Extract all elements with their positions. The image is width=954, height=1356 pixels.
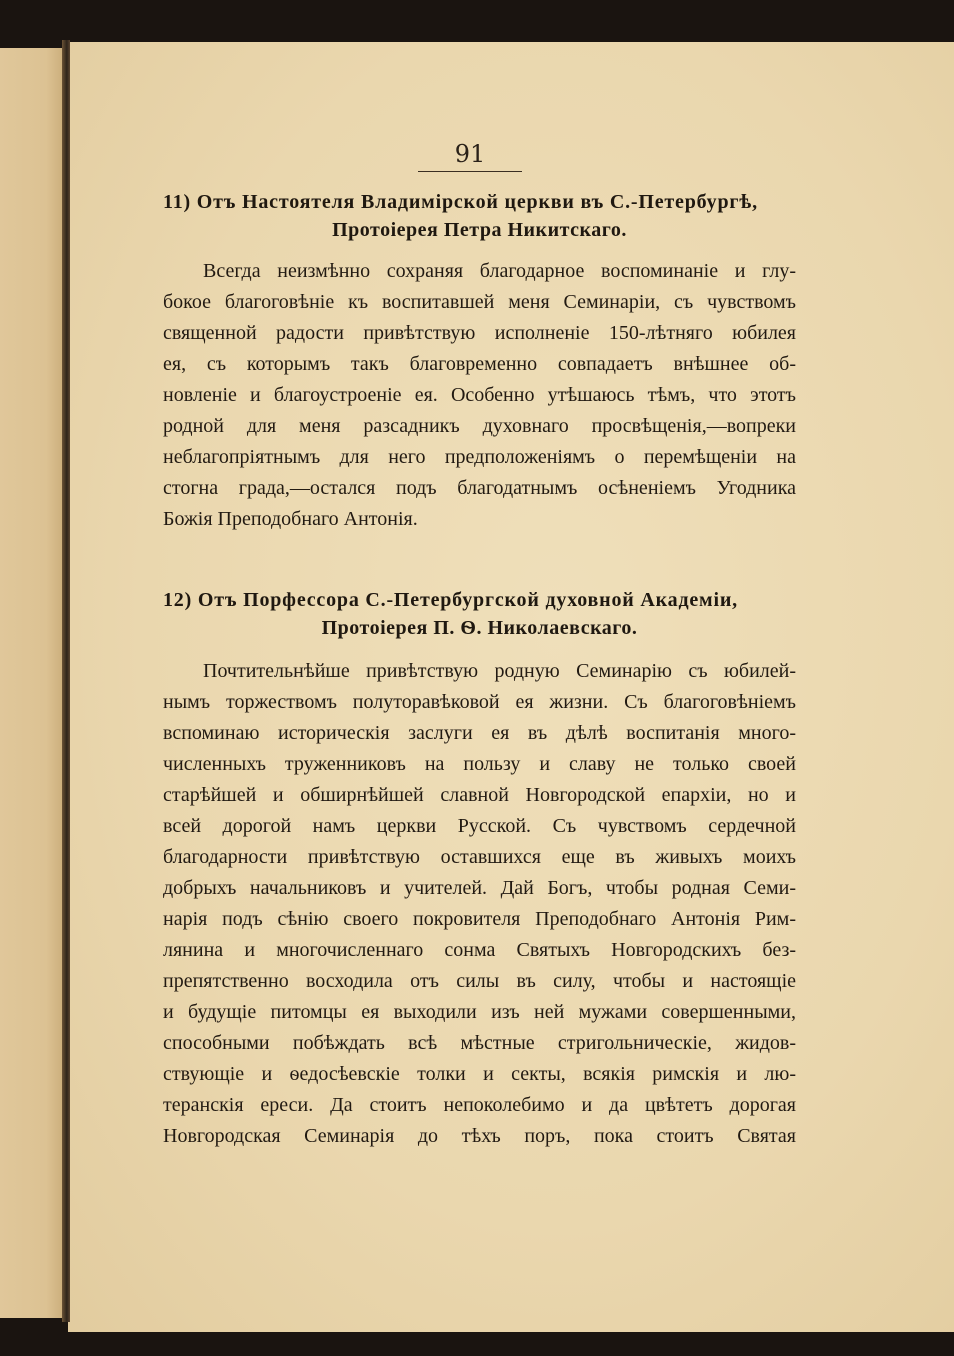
- text-line: новленіе и благоустроеніе ея. Особенно утѣшаюсь тѣмъ, что этотъ: [163, 384, 796, 406]
- text-line: стогна града,—остался подъ благодатнымъ осѣненіемъ Угодника: [163, 477, 796, 499]
- text-line: способными побѣждать всѣ мѣстные стригольническіе, жидов-: [163, 1032, 796, 1054]
- text-line: нарія подъ сѣнію своего покровителя Преподобнаго Антонія Рим-: [163, 908, 796, 930]
- section-11-title-line: 11) Отъ Настоятеля Владимірской церкви въ С.-Петербургѣ,: [163, 191, 758, 213]
- text-line: Божія Преподобнаго Антонія.: [163, 508, 418, 530]
- section-12-title-line: 12) Отъ Порфессора С.-Петербургской духовной Академіи,: [163, 589, 738, 611]
- page-number: 91: [454, 140, 486, 168]
- text-line: ствующіе и ѳедосѣевскіе толки и секты, всякія римскія и лю-: [163, 1063, 796, 1085]
- text-line: препятственно восходила отъ силы въ силу, чтобы и настоящіе: [163, 970, 796, 992]
- left-page-edge: [0, 48, 66, 1318]
- text-line: ея, съ которымъ такъ благовременно совпадаетъ внѣшнее об-: [163, 353, 796, 375]
- section-11-paragraph: [163, 256, 796, 535]
- text-line: старѣйшей и обширнѣйшей славной Новгородской епархіи, но и: [163, 784, 796, 806]
- section-12-title-line: Протоіерея П. Ѳ. Николаевскаго.: [321, 617, 638, 639]
- text-line: и будущіе питомцы ея выходили изъ ней мужами совершенными,: [163, 1001, 796, 1023]
- text-line: добрыхъ начальниковъ и учителей. Дай Богъ, чтобы родная Семи-: [163, 877, 796, 899]
- text-line: Новгородская Семинарія до тѣхъ поръ, пока стоитъ Святая: [163, 1125, 796, 1147]
- text-line: неблагопріятнымъ для него предположеніямъ о перемѣщеніи на: [163, 446, 796, 468]
- text-line: родной для меня разсадникъ духовнаго просвѣщенія,—вопреки: [163, 415, 796, 437]
- section-11-title-line: Протоіерея Петра Никитскаго.: [332, 219, 627, 241]
- header-rule: [418, 171, 522, 172]
- text-line: нымъ торжествомъ полуторавѣковой ея жизни. Съ благоговѣніемъ: [163, 691, 796, 713]
- section-11-title: [163, 188, 796, 244]
- text-line: лянина и многочисленнаго сонма Святыхъ Новгородскихъ без-: [163, 939, 796, 961]
- text-line: Почтительнѣйше привѣтствую родную Семинарію съ юбилей-: [203, 660, 796, 682]
- text-line: теранскія ереси. Да стоитъ непоколебимо и да цвѣтетъ дорогая: [163, 1094, 796, 1116]
- text-line: священной радости привѣтствую исполненіе 150-лѣтняго юбилея: [163, 322, 796, 344]
- text-line: Всегда неизмѣнно сохраняя благодарное воспоминаніе и глу-: [203, 260, 796, 282]
- text-line: численныхъ труженниковъ на пользу и славу не только своей: [163, 753, 796, 775]
- text-line: благодарности привѣтствую оставшихся еще въ живыхъ моихъ: [163, 846, 796, 868]
- text-line: вспоминаю историческія заслуги ея въ дѣлѣ воспитанія много-: [163, 722, 796, 744]
- section-12-title: [163, 586, 796, 642]
- text-line: всей дорогой намъ церкви Русской. Съ чувствомъ сердечной: [163, 815, 796, 837]
- text-line: бокое благоговѣніе къ воспитавшей меня Семинаріи, съ чувствомъ: [163, 291, 796, 313]
- book-spine: [62, 40, 70, 1322]
- section-12-paragraph: [163, 656, 796, 1152]
